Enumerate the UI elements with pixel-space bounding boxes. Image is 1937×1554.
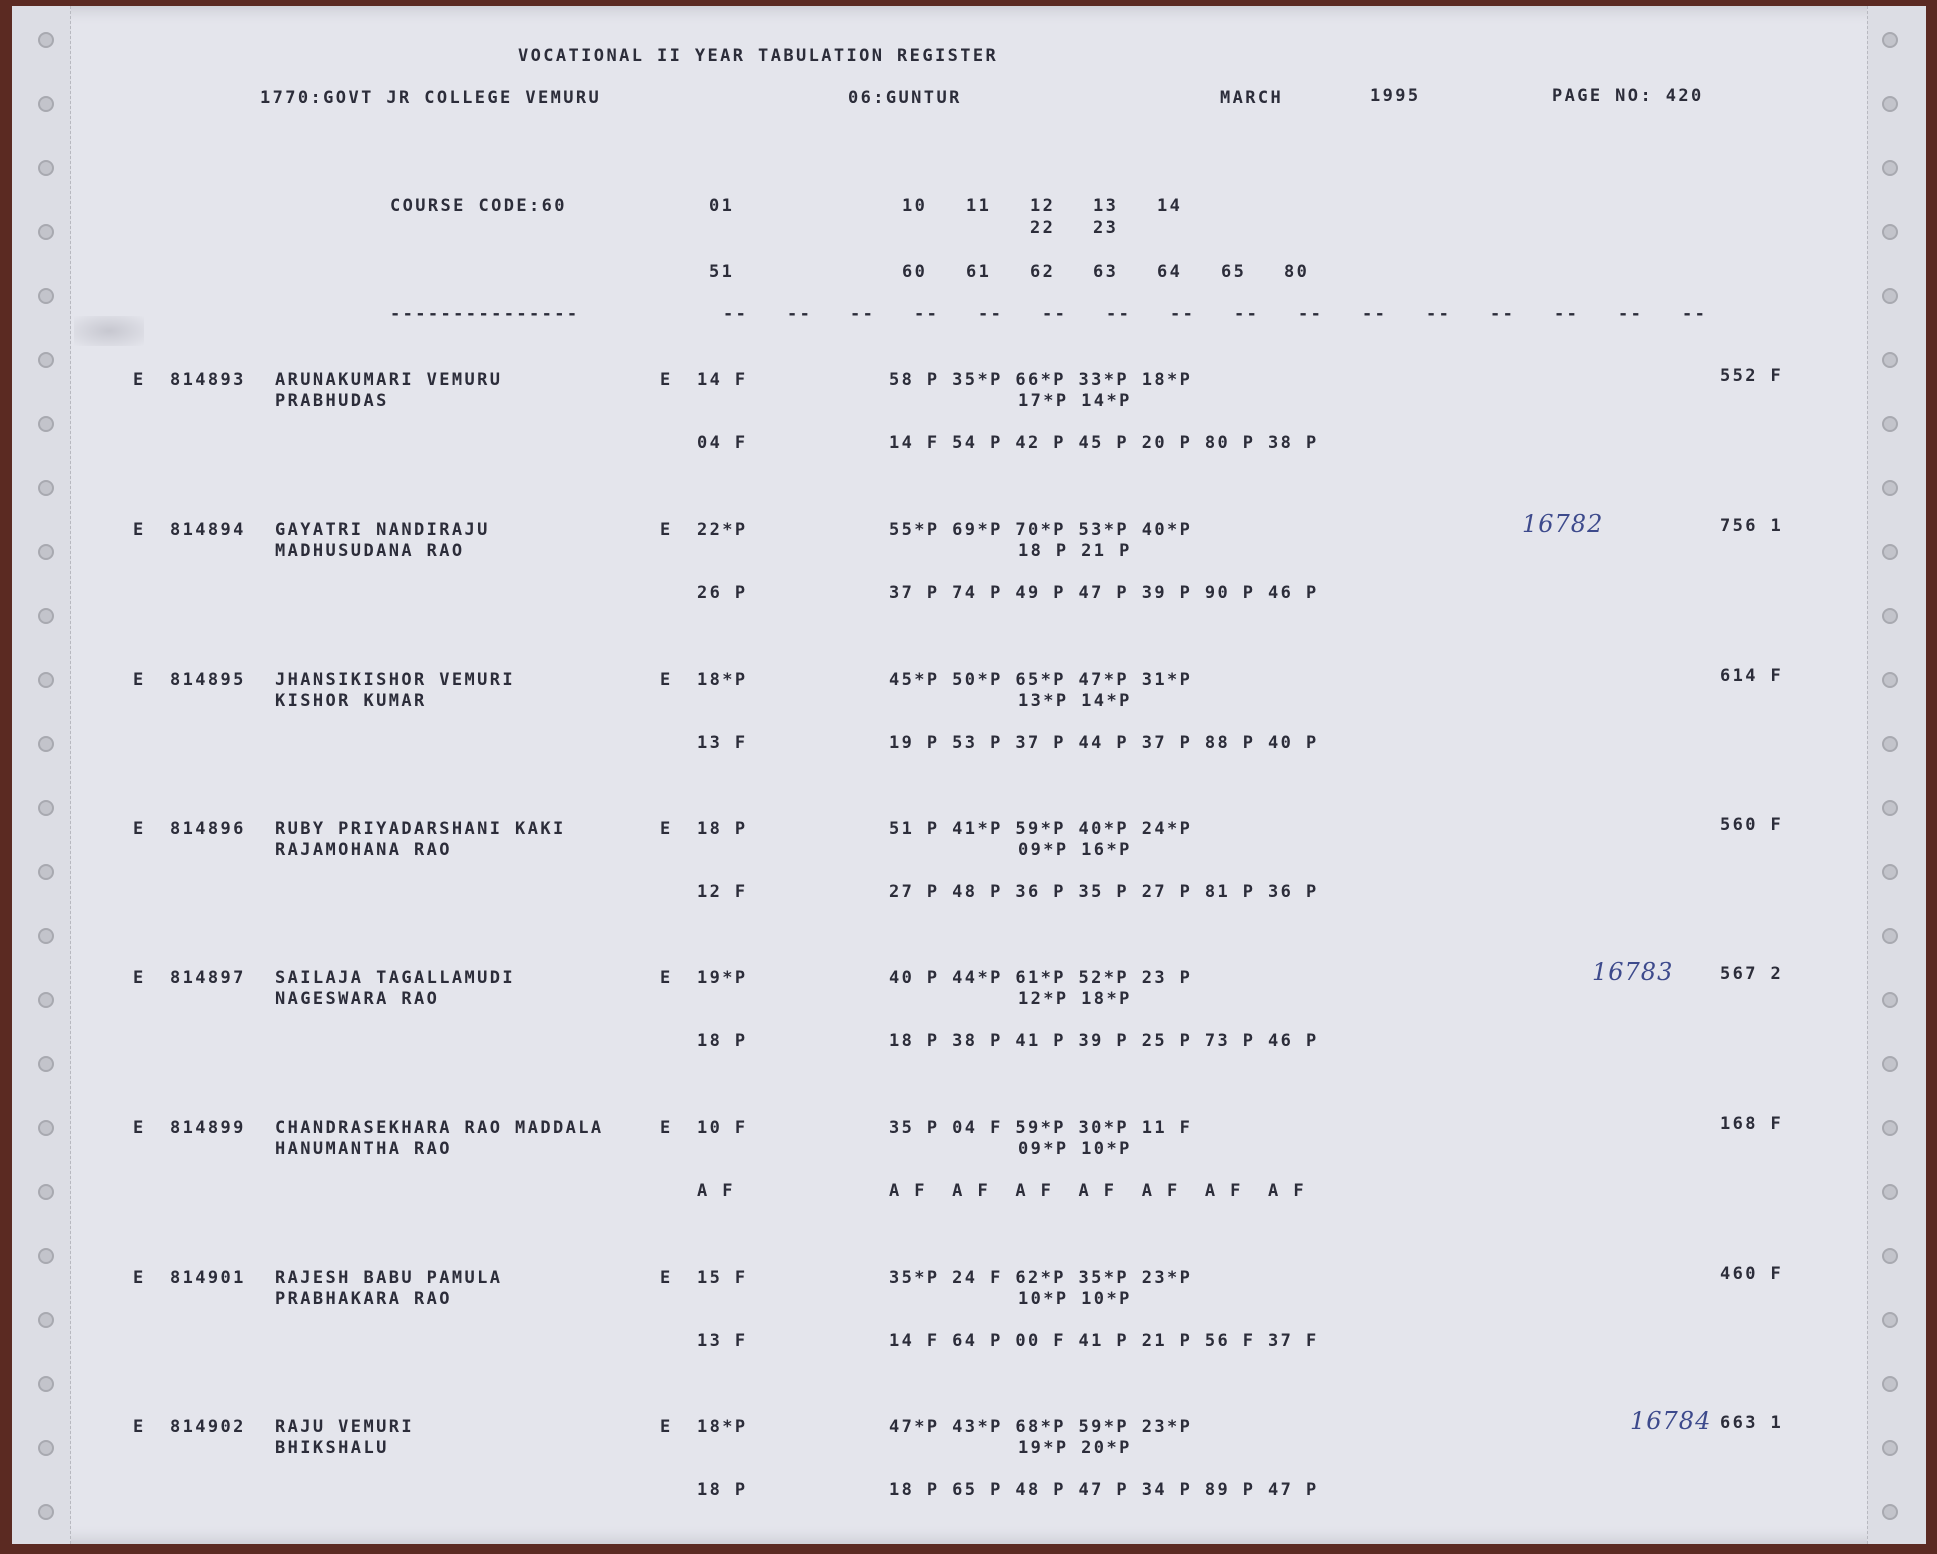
exam-medium: E bbox=[660, 520, 673, 540]
course-code-label: COURSE CODE:60 bbox=[390, 196, 567, 216]
second-year-mark: 26 P bbox=[697, 583, 748, 603]
tractor-hole bbox=[1882, 1440, 1898, 1456]
tractor-hole bbox=[1882, 864, 1898, 880]
roll-number: 814901 bbox=[170, 1268, 246, 1288]
tractor-hole bbox=[38, 1440, 54, 1456]
second-year-subject-marks: 14 F 54 P 42 P 45 P 20 P 80 P 38 P bbox=[889, 433, 1319, 453]
second-year-mark: 18 P bbox=[697, 1031, 748, 1051]
tractor-hole bbox=[38, 1312, 54, 1328]
column-rule: -- bbox=[723, 304, 749, 324]
second-year-subject-marks: A F A F A F A F A F A F A F bbox=[889, 1181, 1306, 1201]
header-rule: --------------- bbox=[390, 304, 580, 324]
student-name: RAJU VEMURI bbox=[275, 1417, 414, 1437]
first-year-subject-marks: 45*P 50*P 65*P 47*P 31*P bbox=[889, 670, 1193, 690]
column-rule: -- bbox=[914, 304, 940, 324]
column-rule: -- bbox=[850, 304, 876, 324]
second-year-subject-marks: 27 P 48 P 36 P 35 P 27 P 81 P 36 P bbox=[889, 882, 1319, 902]
parent-name: NAGESWARA RAO bbox=[275, 989, 440, 1009]
column-rule: -- bbox=[1618, 304, 1644, 324]
first-year-extra-marks: 13*P 14*P bbox=[1018, 691, 1132, 711]
first-year-mark: 15 F bbox=[697, 1268, 748, 1288]
parent-name: PRABHUDAS bbox=[275, 391, 389, 411]
roll-number: 814895 bbox=[170, 670, 246, 690]
student-medium-code: E bbox=[133, 819, 146, 839]
register-title: VOCATIONAL II YEAR TABULATION REGISTER bbox=[518, 46, 999, 66]
column-rule: -- bbox=[1234, 304, 1260, 324]
second-year-mark: 13 F bbox=[697, 1331, 748, 1351]
tractor-hole bbox=[38, 96, 54, 112]
result-total: 552 F bbox=[1720, 366, 1784, 386]
second-year-subject-marks: 37 P 74 P 49 P 47 P 39 P 90 P 46 P bbox=[889, 583, 1319, 603]
result-total: 567 2 bbox=[1720, 964, 1784, 984]
tractor-hole bbox=[38, 416, 54, 432]
parent-name: MADHUSUDANA RAO bbox=[275, 541, 465, 561]
handwritten-serial: 16783 bbox=[1592, 958, 1674, 986]
subject-code: 62 bbox=[1030, 262, 1056, 282]
tractor-hole bbox=[38, 608, 54, 624]
column-rule: -- bbox=[787, 304, 813, 324]
first-year-extra-marks: 10*P 10*P bbox=[1018, 1289, 1132, 1309]
student-medium-code: E bbox=[133, 1118, 146, 1138]
first-year-subject-marks: 58 P 35*P 66*P 33*P 18*P bbox=[889, 370, 1193, 390]
first-year-subject-marks: 55*P 69*P 70*P 53*P 40*P bbox=[889, 520, 1193, 540]
tractor-hole bbox=[38, 480, 54, 496]
subject-code: 12 bbox=[1030, 196, 1056, 216]
exam-medium: E bbox=[660, 1417, 673, 1437]
exam-medium: E bbox=[660, 968, 673, 988]
tractor-hole bbox=[38, 288, 54, 304]
roll-number: 814893 bbox=[170, 370, 246, 390]
tractor-hole bbox=[1882, 608, 1898, 624]
student-medium-code: E bbox=[133, 670, 146, 690]
tractor-hole bbox=[1882, 1056, 1898, 1072]
tractor-hole bbox=[38, 800, 54, 816]
second-year-mark: 04 F bbox=[697, 433, 748, 453]
column-rule: -- bbox=[1554, 304, 1580, 324]
college-name: 1770:GOVT JR COLLEGE VEMURU bbox=[260, 88, 602, 108]
exam-medium: E bbox=[660, 670, 673, 690]
tractor-hole bbox=[1882, 1504, 1898, 1520]
page-number: PAGE NO: 420 bbox=[1552, 86, 1704, 106]
subject-code: 13 bbox=[1093, 196, 1119, 216]
parent-name: RAJAMOHANA RAO bbox=[275, 840, 452, 860]
tractor-hole bbox=[1882, 1312, 1898, 1328]
tractor-hole bbox=[38, 32, 54, 48]
column-rule: -- bbox=[978, 304, 1004, 324]
column-rule: -- bbox=[1298, 304, 1324, 324]
student-medium-code: E bbox=[133, 520, 146, 540]
subject-code: 60 bbox=[902, 262, 928, 282]
subject-code: 61 bbox=[966, 262, 992, 282]
tractor-hole bbox=[1882, 928, 1898, 944]
second-year-subject-marks: 18 P 38 P 41 P 39 P 25 P 73 P 46 P bbox=[889, 1031, 1319, 1051]
result-total: 614 F bbox=[1720, 666, 1784, 686]
tractor-hole bbox=[38, 224, 54, 240]
second-year-mark: A F bbox=[697, 1181, 735, 1201]
first-year-subject-marks: 51 P 41*P 59*P 40*P 24*P bbox=[889, 819, 1193, 839]
tractor-hole bbox=[1882, 992, 1898, 1008]
first-year-extra-marks: 09*P 16*P bbox=[1018, 840, 1132, 860]
roll-number: 814897 bbox=[170, 968, 246, 988]
right-tractor-strip bbox=[1867, 6, 1926, 1544]
subject-code: 01 bbox=[709, 196, 735, 216]
first-year-subject-marks: 35*P 24 F 62*P 35*P 23*P bbox=[889, 1268, 1193, 1288]
student-name: RUBY PRIYADARSHANI KAKI bbox=[275, 819, 566, 839]
student-name: SAILAJA TAGALLAMUDI bbox=[275, 968, 516, 988]
second-year-mark: 12 F bbox=[697, 882, 748, 902]
second-year-subject-marks: 14 F 64 P 00 F 41 P 21 P 56 F 37 F bbox=[889, 1331, 1319, 1351]
column-rule: -- bbox=[1426, 304, 1452, 324]
tractor-hole bbox=[38, 736, 54, 752]
tractor-hole bbox=[1882, 352, 1898, 368]
tractor-hole bbox=[38, 1056, 54, 1072]
roll-number: 814894 bbox=[170, 520, 246, 540]
second-year-mark: 13 F bbox=[697, 733, 748, 753]
first-year-mark: 22*P bbox=[697, 520, 748, 540]
tractor-hole bbox=[1882, 480, 1898, 496]
column-rule: -- bbox=[1170, 304, 1196, 324]
tractor-hole bbox=[1882, 1376, 1898, 1392]
parent-name: HANUMANTHA RAO bbox=[275, 1139, 452, 1159]
tractor-hole bbox=[1882, 1248, 1898, 1264]
roll-number: 814902 bbox=[170, 1417, 246, 1437]
student-name: ARUNAKUMARI VEMURU bbox=[275, 370, 503, 390]
tractor-hole bbox=[1882, 416, 1898, 432]
student-name: CHANDRASEKHARA RAO MADDALA bbox=[275, 1118, 604, 1138]
column-rule: -- bbox=[1042, 304, 1068, 324]
column-rule: -- bbox=[1106, 304, 1132, 324]
student-medium-code: E bbox=[133, 370, 146, 390]
student-name: JHANSIKISHOR VEMURI bbox=[275, 670, 516, 690]
first-year-extra-marks: 19*P 20*P bbox=[1018, 1438, 1132, 1458]
exam-year: 1995 bbox=[1370, 86, 1421, 106]
first-year-extra-marks: 18 P 21 P bbox=[1018, 541, 1132, 561]
result-total: 756 1 bbox=[1720, 516, 1784, 536]
first-year-mark: 18 P bbox=[697, 819, 748, 839]
first-year-mark: 18*P bbox=[697, 1417, 748, 1437]
first-year-subject-marks: 47*P 43*P 68*P 59*P 23*P bbox=[889, 1417, 1193, 1437]
exam-medium: E bbox=[660, 370, 673, 390]
student-medium-code: E bbox=[133, 1268, 146, 1288]
column-rule: -- bbox=[1682, 304, 1708, 324]
tractor-hole bbox=[38, 160, 54, 176]
exam-medium: E bbox=[660, 819, 673, 839]
tractor-hole bbox=[38, 1184, 54, 1200]
subject-code: 22 bbox=[1030, 218, 1056, 238]
tractor-hole bbox=[1882, 224, 1898, 240]
parent-name: PRABHAKARA RAO bbox=[275, 1289, 452, 1309]
exam-medium: E bbox=[660, 1268, 673, 1288]
first-year-subject-marks: 35 P 04 F 59*P 30*P 11 F bbox=[889, 1118, 1193, 1138]
first-year-extra-marks: 17*P 14*P bbox=[1018, 391, 1132, 411]
subject-code: 11 bbox=[966, 196, 992, 216]
first-year-subject-marks: 40 P 44*P 61*P 52*P 23 P bbox=[889, 968, 1193, 988]
result-total: 168 F bbox=[1720, 1114, 1784, 1134]
second-year-mark: 18 P bbox=[697, 1480, 748, 1500]
first-year-mark: 14 F bbox=[697, 370, 748, 390]
tractor-hole bbox=[1882, 736, 1898, 752]
first-year-mark: 18*P bbox=[697, 670, 748, 690]
register-sheet bbox=[12, 6, 1926, 1544]
tractor-hole bbox=[1882, 1184, 1898, 1200]
column-rule: -- bbox=[1362, 304, 1388, 324]
tractor-hole bbox=[38, 1120, 54, 1136]
tractor-hole bbox=[38, 544, 54, 560]
tractor-hole bbox=[1882, 32, 1898, 48]
handwritten-serial: 16784 bbox=[1630, 1407, 1712, 1435]
subject-code: 64 bbox=[1157, 262, 1183, 282]
paper-stain bbox=[74, 316, 144, 346]
tractor-hole bbox=[38, 864, 54, 880]
tractor-hole bbox=[38, 672, 54, 688]
first-year-extra-marks: 12*P 18*P bbox=[1018, 989, 1132, 1009]
subject-code: 10 bbox=[902, 196, 928, 216]
tractor-hole bbox=[38, 992, 54, 1008]
student-medium-code: E bbox=[133, 968, 146, 988]
roll-number: 814899 bbox=[170, 1118, 246, 1138]
parent-name: KISHOR KUMAR bbox=[275, 691, 427, 711]
subject-code: 23 bbox=[1093, 218, 1119, 238]
parent-name: BHIKSHALU bbox=[275, 1438, 389, 1458]
student-name: GAYATRI NANDIRAJU bbox=[275, 520, 490, 540]
tractor-hole bbox=[38, 352, 54, 368]
tractor-hole bbox=[1882, 544, 1898, 560]
student-name: RAJESH BABU PAMULA bbox=[275, 1268, 503, 1288]
tractor-hole bbox=[38, 1376, 54, 1392]
tractor-hole bbox=[1882, 288, 1898, 304]
column-rule: -- bbox=[1490, 304, 1516, 324]
result-total: 663 1 bbox=[1720, 1413, 1784, 1433]
tractor-hole bbox=[1882, 96, 1898, 112]
tractor-hole bbox=[1882, 800, 1898, 816]
subject-code: 51 bbox=[709, 262, 735, 282]
tractor-hole bbox=[1882, 160, 1898, 176]
result-total: 460 F bbox=[1720, 1264, 1784, 1284]
roll-number: 814896 bbox=[170, 819, 246, 839]
exam-medium: E bbox=[660, 1118, 673, 1138]
first-year-mark: 10 F bbox=[697, 1118, 748, 1138]
subject-code: 14 bbox=[1157, 196, 1183, 216]
subject-code: 63 bbox=[1093, 262, 1119, 282]
tractor-hole bbox=[38, 928, 54, 944]
second-year-subject-marks: 18 P 65 P 48 P 47 P 34 P 89 P 47 P bbox=[889, 1480, 1319, 1500]
district-name: 06:GUNTUR bbox=[848, 88, 962, 108]
subject-code: 65 bbox=[1221, 262, 1247, 282]
tractor-hole bbox=[38, 1504, 54, 1520]
subject-code: 80 bbox=[1284, 262, 1310, 282]
first-year-mark: 19*P bbox=[697, 968, 748, 988]
tractor-hole bbox=[1882, 1120, 1898, 1136]
student-medium-code: E bbox=[133, 1417, 146, 1437]
handwritten-serial: 16782 bbox=[1522, 510, 1604, 538]
result-total: 560 F bbox=[1720, 815, 1784, 835]
tractor-hole bbox=[1882, 672, 1898, 688]
first-year-extra-marks: 09*P 10*P bbox=[1018, 1139, 1132, 1159]
tractor-hole bbox=[38, 1248, 54, 1264]
exam-month: MARCH bbox=[1220, 88, 1284, 108]
second-year-subject-marks: 19 P 53 P 37 P 44 P 37 P 88 P 40 P bbox=[889, 733, 1319, 753]
